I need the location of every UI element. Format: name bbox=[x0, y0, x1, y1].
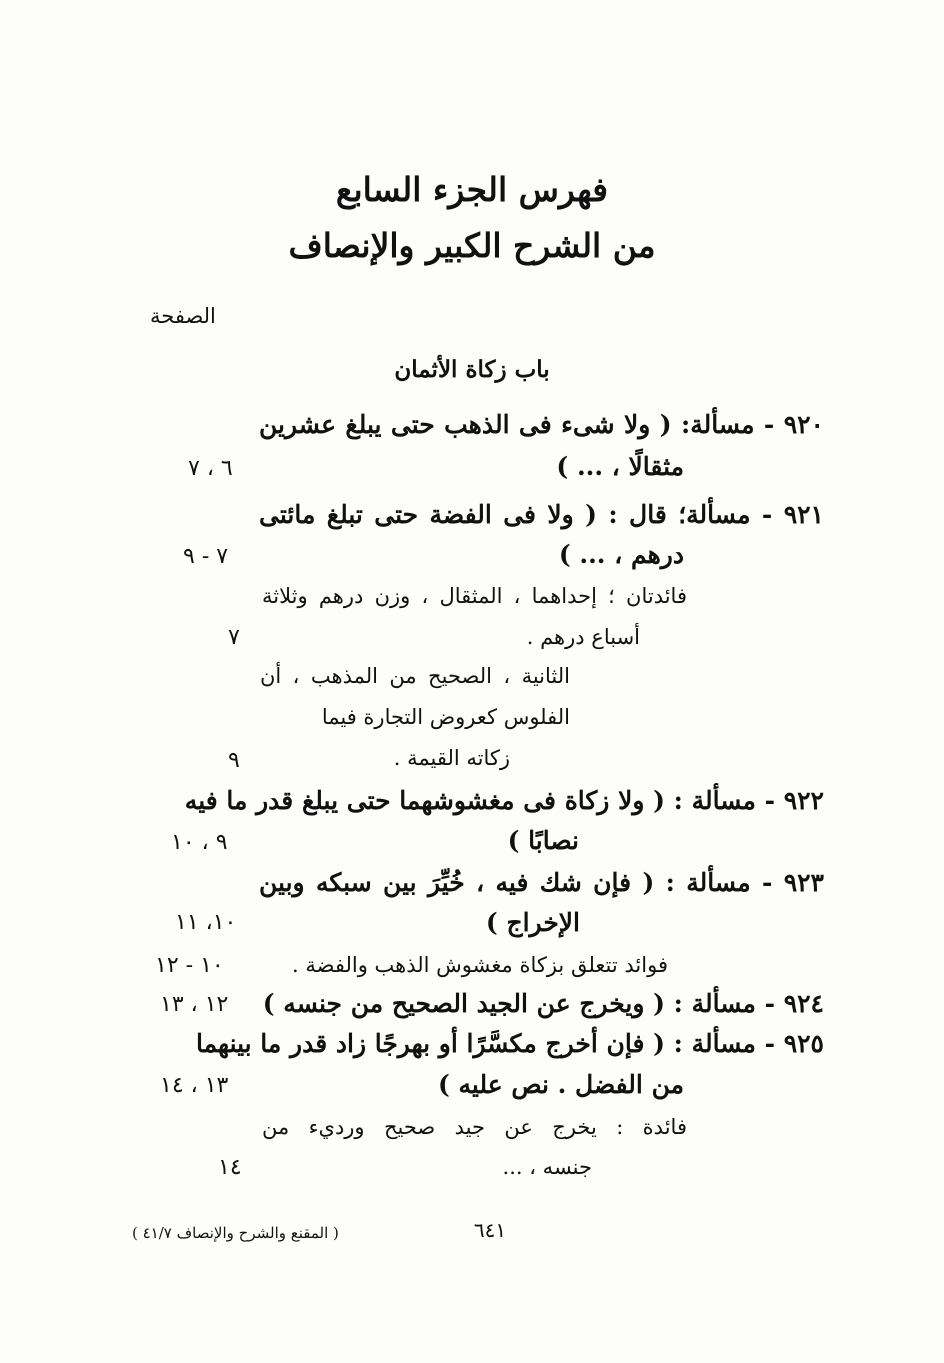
entry-922-line1: ٩٢٢ - مسألة : ( ولا زكاة فى مغشوشهما حتى يبلغ قدر ما فيه bbox=[184, 786, 824, 815]
entry-923-line2: الإخراج ) bbox=[485, 908, 580, 937]
note-adulterated-pages: ١٠ - ١٢ bbox=[155, 953, 224, 978]
note-second-line2: الفلوس كعروض التجارة فيما bbox=[321, 705, 570, 729]
index-subtitle: من الشرح الكبير والإنصاف bbox=[288, 226, 656, 265]
entry-921-pages: ٧ - ٩ bbox=[183, 544, 229, 569]
note-payment-line2: جنسه ، ... bbox=[502, 1155, 592, 1179]
note-two-benefits-pages: ٧ bbox=[228, 625, 240, 650]
note-payment-line1: فائدة : يخرج عن جيد صحيح ورديء من bbox=[262, 1115, 687, 1139]
note-second-line3: زكاته القيمة . bbox=[393, 746, 510, 770]
entry-920-line2: مثقالًا ، ... ) bbox=[556, 452, 684, 481]
entry-922-pages: ٩ ، ١٠ bbox=[171, 830, 228, 855]
entry-922-line2: نصابًا ) bbox=[507, 826, 579, 855]
page-number: ٦٤١ bbox=[473, 1218, 507, 1242]
entry-924-line1: ٩٢٤ - مسألة : ( ويخرج عن الجيد الصحيح من جنسه ) bbox=[262, 989, 824, 1018]
entry-923-pages: ١٠، ١١ bbox=[175, 910, 237, 935]
note-second-line1: الثانية ، الصحيح من المذهب ، أن bbox=[260, 664, 570, 688]
entry-921-line2: درهم ، ... ) bbox=[558, 540, 684, 569]
entry-925-line1: ٩٢٥ - مسألة : ( فإن أخرج مكسَّرًا أو بهرجًا زاد قدر ما بينهما bbox=[195, 1029, 824, 1058]
page-column-label: الصفحة bbox=[150, 304, 216, 328]
chapter-heading: باب زكاة الأثمان bbox=[394, 356, 550, 383]
note-two-benefits-line2: أسباع درهم . bbox=[526, 625, 640, 649]
note-two-benefits-line1: فائدتان ؛ إحداهما ، المثقال ، وزن درهم وثلاثة bbox=[262, 584, 687, 608]
index-title: فهرس الجزء السابع bbox=[335, 170, 609, 209]
entry-923-line1: ٩٢٣ - مسألة : ( فإن شك فيه ، خُيِّرَ بين سبكه وبين bbox=[259, 868, 824, 897]
footer-source: ( المقنع والشرح والإنصاف ٤١/٧ ) bbox=[132, 1224, 339, 1242]
entry-920-line1: ٩٢٠ - مسألة: ( ولا شىء فى الذهب حتى يبلغ عشرين bbox=[259, 410, 824, 439]
note-adulterated-line1: فوائد تتعلق بزكاة مغشوش الذهب والفضة . bbox=[292, 953, 668, 977]
entry-924-pages: ١٢ ، ١٣ bbox=[160, 992, 229, 1017]
entry-920-pages: ٦ ، ٧ bbox=[188, 456, 233, 481]
entry-925-line2: من الفضل . نص عليه ) bbox=[437, 1070, 684, 1099]
entry-925-pages: ١٣ ، ١٤ bbox=[160, 1073, 229, 1098]
note-second-pages: ٩ bbox=[228, 748, 240, 773]
entry-921-line1: ٩٢١ - مسألة؛ قال : ( ولا فى الفضة حتى تبلغ مائتى bbox=[259, 500, 824, 529]
note-payment-pages: ١٤ bbox=[218, 1155, 242, 1180]
